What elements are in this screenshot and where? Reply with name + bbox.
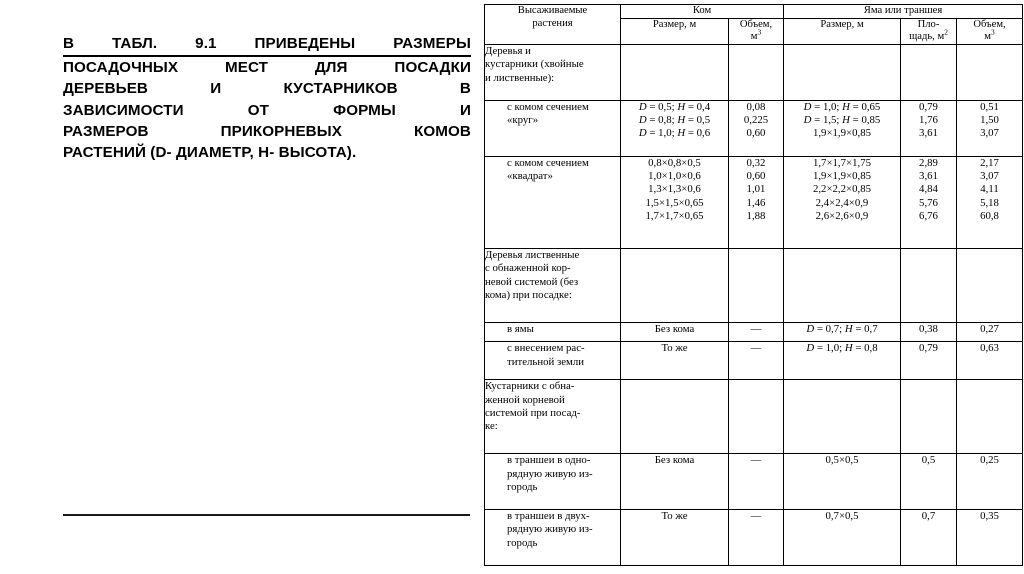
cell-line: 1,9×1,9×0,85 — [812, 127, 872, 140]
cell-line: 2,4×2,4×0,9 — [815, 196, 869, 209]
row-label-line: в ямы — [507, 322, 534, 335]
empty-cell-kom-size — [621, 44, 729, 100]
table-row — [485, 342, 1023, 380]
col-header-kom-volume — [729, 18, 784, 44]
cell-line: 1,76 — [919, 114, 938, 127]
col-header-plants-line1: Высаживаемые — [517, 5, 588, 16]
row-label-single-row-hedge-trench — [485, 454, 621, 510]
cell-pit-area — [901, 322, 957, 342]
cell-line: 2,6×2,6×0,9 — [815, 210, 869, 223]
cell-line: D = 0,5; H = 0,4 — [638, 100, 711, 113]
col-header-kom-group: Ком — [621, 5, 784, 19]
cell-line: 0,08 — [746, 100, 766, 113]
empty-cell-pit-area — [901, 44, 957, 100]
empty-cell-pit-area — [901, 248, 957, 322]
empty-cell-pit-volume — [957, 44, 1023, 100]
row-label-line: тительной земли — [507, 355, 585, 368]
headline-line-3 — [63, 78, 471, 99]
empty-cell-pit-volume — [957, 248, 1023, 322]
headline-word: 9.1 — [195, 35, 217, 52]
empty-cell-kom-volume — [729, 380, 784, 454]
table-section-header-row — [485, 44, 1023, 100]
cell-line: 1,46 — [746, 196, 766, 209]
row-label-line: в траншеи в двух- — [507, 510, 590, 523]
cell-line: — — [750, 510, 762, 523]
table-row — [485, 100, 1023, 156]
row-label-line: городь — [507, 480, 538, 493]
table-header-row-group — [485, 5, 1023, 19]
cell-line: D = 1,0; H = 0,6 — [638, 127, 711, 140]
cell-line: 2,17 — [980, 156, 999, 169]
col-header-kom-volume-sup: 3 — [757, 27, 762, 37]
cell-pit-volume — [957, 322, 1023, 342]
col-header-plants-line2: растения — [532, 17, 573, 29]
table-section-header-row — [485, 248, 1023, 322]
headline-line-4 — [63, 100, 471, 121]
cell-line: 0,79 — [919, 342, 938, 355]
cell-line: 0,60 — [746, 169, 766, 182]
row-label-line: городь — [507, 536, 538, 549]
headline-line-2 — [63, 57, 471, 78]
cell-line: 0,5×0,5 — [825, 454, 859, 467]
cell-line: 0,35 — [980, 510, 999, 523]
headline-word: ПОСАДКИ — [394, 59, 471, 77]
cell-line: 1,88 — [746, 210, 766, 223]
cell-kom-size — [621, 510, 729, 566]
cell-line: То же — [661, 510, 688, 523]
headline-word: КУСТАРНИКОВ — [283, 80, 398, 98]
col-header-kom-volume-line1: Объем, — [739, 18, 773, 30]
table-head — [485, 5, 1023, 45]
empty-cell-pit-area — [901, 380, 957, 454]
horizontal-divider — [63, 514, 470, 516]
headline-word: ПОСАДОЧНЫХ — [63, 59, 179, 77]
headline-word: КОМОВ — [413, 122, 471, 140]
page-headline — [63, 33, 471, 163]
cell-line: 1,7×1,7×0,65 — [645, 210, 704, 223]
empty-cell-pit-size — [784, 248, 901, 322]
col-header-pit-volume-sup: 3 — [991, 27, 995, 37]
planting-sizes-table — [484, 4, 1023, 566]
cell-kom-size — [621, 100, 729, 156]
row-label-into-pits — [485, 322, 621, 342]
headline-word: ПРИКОРНЕВЫХ — [220, 122, 342, 140]
cell-pit-volume — [957, 156, 1023, 248]
cell-line: 0,63 — [980, 342, 999, 355]
headline-word: И — [210, 80, 222, 98]
cell-line: 1,7×1,7×1,75 — [812, 156, 872, 169]
cell-kom-volume — [729, 322, 784, 342]
cell-line: D = 1,0; H = 0,8 — [806, 342, 878, 355]
cell-line: 4,11 — [980, 183, 999, 196]
empty-cell-kom-volume — [729, 248, 784, 322]
cell-kom-size — [621, 342, 729, 380]
headline-pane — [0, 0, 484, 574]
planting-sizes-table-wrapper — [484, 4, 1022, 566]
cell-line: 60,8 — [980, 210, 999, 223]
cell-line: 0,5 — [921, 454, 936, 467]
cell-line: 0,225 — [743, 114, 769, 127]
cell-line: То же — [661, 342, 688, 355]
col-header-pit-area-line2: щадь, м — [909, 31, 945, 43]
col-header-pit-volume-line1: Объем, — [973, 18, 1006, 30]
cell-line: 4,84 — [919, 183, 938, 196]
row-label-line: рядную живую из- — [507, 467, 593, 480]
headline-word: И — [459, 101, 471, 119]
empty-cell-kom-volume — [729, 44, 784, 100]
row-label-double-row-hedge-trench — [485, 510, 621, 566]
cell-line: 5,76 — [919, 196, 938, 209]
cell-line: 0,51 — [980, 100, 999, 113]
headline-word: ОТ — [247, 101, 270, 119]
section-title-line: невой системой (без — [485, 275, 579, 288]
headline-line-5 — [63, 121, 471, 142]
cell-kom-volume — [729, 100, 784, 156]
col-header-pit-area-line1: Пло- — [917, 18, 940, 30]
section-title-line: кустарники (хвойные — [485, 58, 584, 71]
cell-line: — — [750, 454, 762, 467]
empty-cell-pit-size — [784, 44, 901, 100]
cell-line: Без кома — [654, 322, 695, 335]
row-label-line: «квадрат» — [507, 169, 553, 182]
section-title-line: и лиственные): — [485, 71, 555, 84]
cell-line: 1,50 — [980, 114, 999, 127]
table-row — [485, 156, 1023, 248]
cell-line: — — [750, 342, 762, 355]
cell-line: D = 1,0; H = 0,65 — [803, 100, 881, 113]
cell-kom-size — [621, 156, 729, 248]
headline-word: ФОРМЫ — [333, 101, 396, 119]
row-label-line: с комом сечением — [507, 100, 589, 113]
headline-line-1 — [63, 33, 471, 57]
table-row — [485, 510, 1023, 566]
cell-line: 3,61 — [919, 169, 938, 182]
cell-pit-volume — [957, 510, 1023, 566]
col-header-pit-area — [901, 18, 957, 44]
cell-kom-volume — [729, 454, 784, 510]
cell-pit-size — [784, 454, 901, 510]
cell-kom-volume — [729, 156, 784, 248]
cell-line: D = 0,8; H = 0,5 — [638, 114, 711, 127]
section-title-line: с обнаженной кор- — [485, 262, 571, 275]
cell-line: 0,60 — [746, 127, 766, 140]
cell-kom-size — [621, 322, 729, 342]
cell-line: 0,8×0,8×0,5 — [648, 156, 701, 169]
headline-word: ТАБЛ. — [112, 35, 158, 52]
cell-pit-size — [784, 342, 901, 380]
table-row — [485, 454, 1023, 510]
cell-pit-volume — [957, 100, 1023, 156]
section-title-shrubs-bare-root — [485, 380, 621, 454]
cell-line: 3,61 — [919, 127, 938, 140]
cell-line: 5,18 — [980, 196, 999, 209]
row-label-line: с комом сечением — [507, 156, 589, 169]
cell-pit-area — [901, 342, 957, 380]
cell-line: 0,7×0,5 — [825, 510, 859, 523]
row-label-line: «круг» — [507, 114, 539, 127]
row-label-line: в траншеи в одно- — [507, 454, 591, 467]
cell-line: 1,01 — [746, 183, 766, 196]
section-title-line: женной корневой — [485, 393, 565, 406]
cell-pit-size — [784, 156, 901, 248]
col-header-kom-size: Размер, м — [621, 18, 729, 44]
cell-pit-size — [784, 100, 901, 156]
cell-line: 2,2×2,2×0,85 — [812, 183, 872, 196]
section-title-deciduous-bare-root — [485, 248, 621, 322]
cell-line: 1,9×1,9×0,85 — [812, 169, 872, 182]
cell-line: 0,25 — [980, 454, 999, 467]
col-header-pit-area-sup: 2 — [944, 27, 948, 37]
section-title-line: Деревья лиственные — [485, 248, 580, 261]
col-header-pit-volume-unit: м — [984, 31, 992, 43]
cell-line: 0,79 — [919, 100, 938, 113]
col-header-pit-group: Яма или траншея — [784, 5, 1023, 19]
cell-kom-size — [621, 454, 729, 510]
cell-line: — — [750, 322, 762, 335]
empty-cell-pit-size — [784, 380, 901, 454]
cell-pit-volume — [957, 454, 1023, 510]
cell-kom-volume — [729, 510, 784, 566]
empty-cell-pit-volume — [957, 380, 1023, 454]
col-header-pit-volume — [957, 18, 1023, 44]
headline-word: В — [459, 80, 471, 98]
empty-cell-kom-size — [621, 380, 729, 454]
cell-line: 0,27 — [980, 322, 999, 335]
headline-word: ДЕРЕВЬЕВ — [63, 80, 148, 98]
headline-word: ЗАВИСИМОСТИ — [63, 101, 184, 119]
cell-line: 6,76 — [919, 210, 938, 223]
section-title-line: кома) при посадке: — [485, 289, 572, 302]
cell-line: 0,7 — [921, 510, 936, 523]
cell-pit-area — [901, 454, 957, 510]
headline-line-6: РАСТЕНИЙ (D- ДИАМЕТР, Н- ВЫСОТА). — [63, 144, 357, 162]
cell-line: 0,32 — [746, 156, 766, 169]
headline-word: В — [63, 35, 75, 52]
col-header-plants — [485, 5, 621, 45]
headline-word: МЕСТ — [224, 59, 269, 77]
cell-line: Без кома — [654, 454, 695, 467]
cell-pit-area — [901, 156, 957, 248]
headline-word: РАЗМЕРЫ — [393, 35, 471, 52]
cell-line: D = 0,7; H = 0,7 — [806, 322, 878, 335]
col-header-kom-volume-unit: м — [750, 31, 758, 43]
row-label-with-soil-added — [485, 342, 621, 380]
row-label-line: с внесением рас- — [507, 342, 585, 355]
cell-pit-volume — [957, 342, 1023, 380]
section-title-line: Деревья и — [485, 44, 531, 57]
cell-line: 0,38 — [919, 322, 938, 335]
table-body — [485, 44, 1023, 565]
table-row — [485, 322, 1023, 342]
cell-line: 3,07 — [980, 127, 999, 140]
cell-line: 1,3×1,3×0,6 — [648, 183, 701, 196]
section-title-line: Кустарники с обна- — [485, 380, 575, 393]
cell-line: D = 1,5; H = 0,85 — [803, 114, 881, 127]
col-header-pit-size: Размер, м — [784, 18, 901, 44]
section-title-line: ке: — [485, 420, 498, 433]
section-title-trees-shrubs-with-ball — [485, 44, 621, 100]
cell-pit-area — [901, 510, 957, 566]
cell-pit-size — [784, 510, 901, 566]
cell-pit-area — [901, 100, 957, 156]
table-section-header-row — [485, 380, 1023, 454]
headline-word: РАЗМЕРОВ — [63, 122, 149, 140]
headline-word: ДЛЯ — [314, 59, 348, 77]
row-label-square-ball — [485, 156, 621, 248]
cell-pit-size — [784, 322, 901, 342]
cell-line: 1,0×1,0×0,6 — [648, 169, 701, 182]
empty-cell-kom-size — [621, 248, 729, 322]
cell-kom-volume — [729, 342, 784, 380]
cell-line: 2,89 — [919, 156, 938, 169]
row-label-line: рядную живую из- — [507, 523, 593, 536]
headline-word: ПРИВЕДЕНЫ — [254, 35, 356, 52]
cell-line: 1,5×1,5×0,65 — [645, 196, 704, 209]
cell-line: 3,07 — [980, 169, 999, 182]
row-label-round-ball — [485, 100, 621, 156]
section-title-line: системой при посад- — [485, 406, 581, 419]
